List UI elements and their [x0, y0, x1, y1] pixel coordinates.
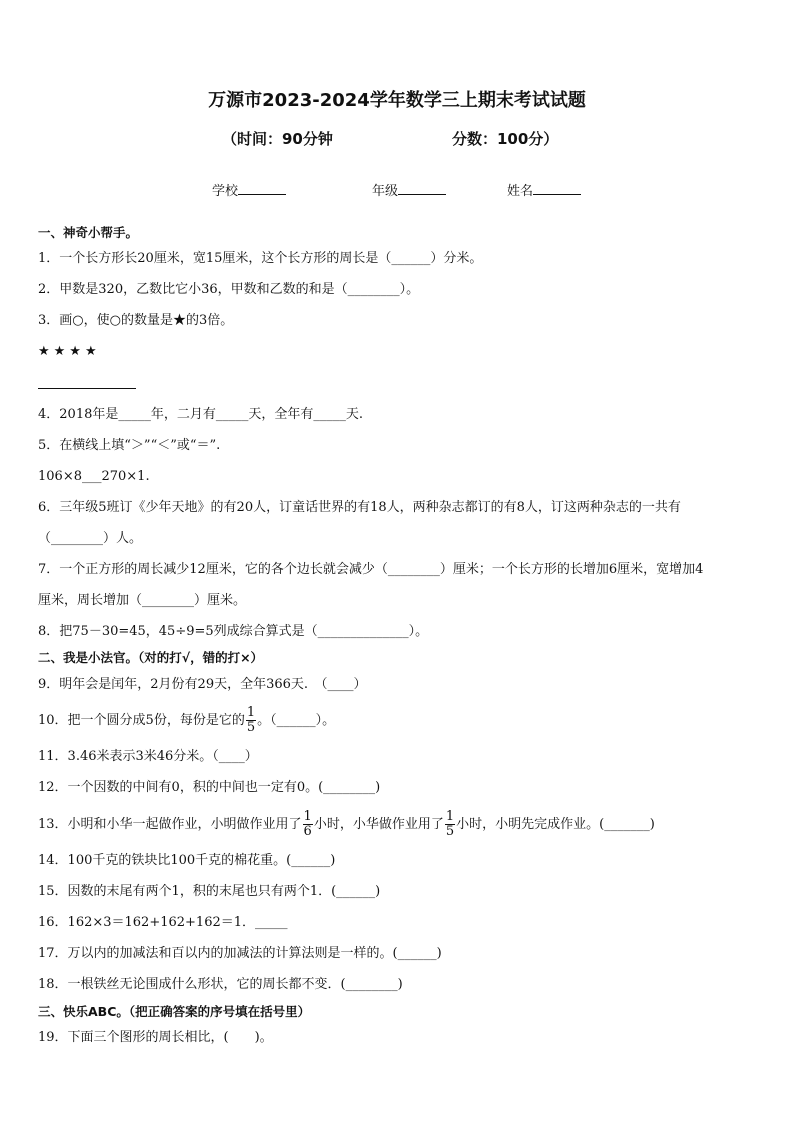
grade-label: 年级: [372, 184, 399, 199]
question-5: 5．在横线上填“＞”“＜”或“＝”.: [38, 438, 221, 453]
fraction-one-fifth: [445, 810, 455, 839]
question-4: 4．2018年是_____年，二月有_____天，全年有_____天.: [38, 407, 363, 422]
exam-title: 万源市2023-2024学年数学三上期末考试试题: [208, 90, 586, 111]
question-18: 18．一根铁丝无论围成什么形状，它的周长都不变．(________): [38, 977, 403, 992]
question-10-text: 10．把一个圆分成5份，每份是它的: [38, 713, 245, 728]
fraction-denominator: 6: [303, 824, 312, 839]
school-field: [212, 180, 286, 199]
fraction-numerator: 1: [246, 705, 256, 720]
question-13-text: 13．小明和小华一起做作业，小明做作业用了: [38, 817, 302, 832]
question-19: 19．下面三个图形的周长相比，( )。: [38, 1030, 273, 1045]
fraction-numerator: 1: [303, 809, 312, 824]
school-label: 学校: [212, 184, 239, 199]
question-7-line-2: 厘米，周长增加（________）厘米。: [38, 593, 247, 608]
question-13: [38, 810, 655, 839]
name-field: [507, 180, 581, 199]
question-13-tail: 小时，小明先完成作业。(_______): [456, 817, 655, 832]
question-7-line-1: 7．一个正方形的周长减少12厘米，它的各个边长就会减少（________）厘米；一个长方形的长增加6厘米，宽增加4: [38, 562, 704, 577]
question-3: 3．画○，使○的数量是★的3倍。: [38, 313, 234, 328]
section-2-heading: 二、我是小法官。（对的打√，错的打×）: [38, 650, 264, 665]
question-10-tail: 。（______）。: [257, 713, 336, 728]
grade-field: [372, 180, 446, 199]
fraction-one-sixth: [303, 810, 313, 839]
fraction-numerator: 1: [445, 809, 455, 824]
section-1-heading: 一、神奇小帮手。: [38, 225, 139, 240]
question-9: 9．明年会是闰年，2月份有29天，全年366天. （____）: [38, 677, 367, 692]
fraction-denominator: 5: [246, 720, 256, 735]
question-8: 8．把75－30=45，45÷9=5列成综合算式是（______________）。: [38, 624, 429, 639]
question-3-stars: ★★★★: [38, 344, 101, 359]
name-label: 姓名: [507, 184, 534, 199]
question-14: 14．100千克的铁块比100千克的棉花重。(______): [38, 853, 336, 868]
question-6-line-1: 6．三年级5班订《少年天地》的有20人，订童话世界的有18人，两种杂志都订的有8人，订这两种杂志的一共有: [38, 500, 681, 515]
question-10: [38, 706, 335, 735]
grade-blank[interactable]: [398, 182, 446, 195]
exam-time: （时间：90分钟: [222, 130, 333, 148]
question-12: 12．一个因数的中间有0，积的中间也一定有0。(________): [38, 780, 381, 795]
fraction-one-fifth: [246, 706, 256, 735]
question-17: 17．万以内的加减法和百以内的加减法的计算法则是一样的。(______): [38, 946, 442, 961]
question-5-expression: 106×8___270×1.: [38, 469, 150, 484]
question-2: 2．甲数是320，乙数比它小36，甲数和乙数的和是（________）。: [38, 282, 420, 297]
exam-score: 分数：100分）: [452, 130, 559, 148]
school-blank[interactable]: [238, 182, 286, 195]
question-3-answer-line[interactable]: [38, 388, 136, 389]
question-1: 1．一个长方形长20厘米，宽15厘米，这个长方形的周长是（______）分米。: [38, 251, 483, 266]
name-blank[interactable]: [533, 182, 581, 195]
question-16: 16．162×3＝162+162+162＝1．_____: [38, 915, 288, 930]
question-15: 15．因数的末尾有两个1，积的末尾也只有两个1．(______): [38, 884, 381, 899]
fraction-denominator: 5: [445, 824, 455, 839]
question-6-line-2: （________）人。: [38, 531, 143, 546]
section-3-heading: 三、快乐ABC。（把正确答案的序号填在括号里）: [38, 1004, 311, 1019]
question-11: 11．3.46米表示3米46分米。（____）: [38, 749, 258, 764]
question-13-middle: 小时，小华做作业用了: [313, 817, 444, 832]
